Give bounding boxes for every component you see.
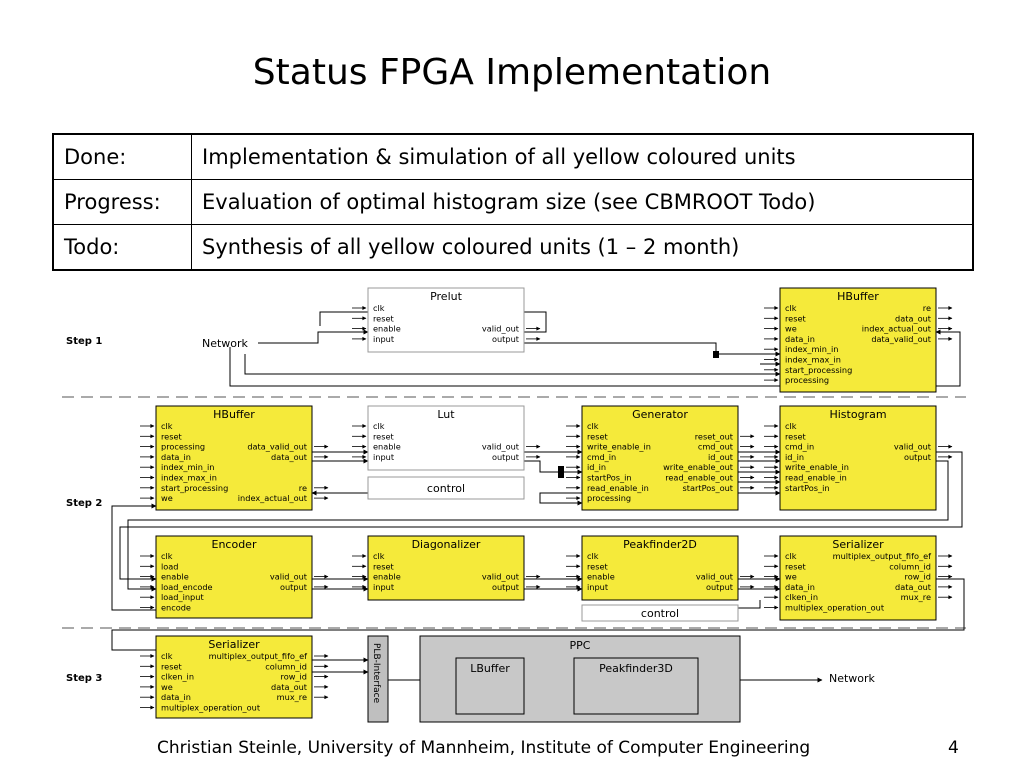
block-title: Histogram — [829, 408, 887, 421]
port-output: reset_out — [694, 431, 733, 442]
port-output: row_id — [904, 571, 931, 582]
port-output: valid_out — [269, 571, 307, 582]
port-input: reset — [587, 561, 608, 572]
port-output: valid_out — [481, 323, 519, 334]
port-input: we — [785, 323, 797, 334]
port-output: row_id — [280, 671, 307, 682]
port-input: load_encode — [161, 581, 213, 592]
status-row-done — [53, 134, 973, 180]
peakfinder3d-title: Peakfinder3D — [599, 662, 673, 675]
port-output: multiplex_output_fifo_ef — [832, 551, 931, 561]
port-input: reset — [785, 313, 806, 324]
port-output: re — [298, 482, 307, 493]
port-input: index_min_in — [785, 344, 839, 355]
port-input: clk — [161, 651, 173, 661]
port-output: output — [279, 581, 307, 592]
port-input: cmd_in — [785, 441, 815, 452]
control1-block — [368, 477, 524, 499]
status-table — [52, 133, 974, 271]
port-input: we — [161, 681, 173, 692]
serializer2-block — [140, 636, 328, 718]
footer — [0, 738, 1024, 764]
port-input: clk — [373, 551, 385, 561]
port-input: we — [785, 571, 797, 582]
port-input: id_in — [785, 451, 805, 462]
port-input: input — [373, 581, 395, 592]
port-output: valid_out — [481, 571, 519, 582]
port-output: data_out — [895, 581, 931, 592]
block-diagram — [0, 280, 1024, 730]
port-input: load — [161, 561, 179, 572]
port-input: data_in — [785, 333, 815, 344]
port-input: clk — [785, 421, 797, 431]
port-output: index_actual_out — [237, 493, 307, 504]
port-input: clk — [373, 421, 385, 431]
port-input: startPos_in — [587, 472, 632, 483]
status-row-todo — [53, 225, 973, 271]
step-label: Step 3 — [66, 673, 103, 684]
port-input: reset — [785, 561, 806, 572]
port-input: reset — [161, 661, 182, 672]
port-input: clk — [161, 551, 173, 561]
hbuffer2-block — [140, 406, 328, 510]
port-input: data_in — [785, 581, 815, 592]
port-input: processing — [587, 493, 632, 504]
port-input: reset — [373, 561, 394, 572]
block-title: control — [640, 607, 680, 620]
port-output: multiplex_output_fifo_ef — [208, 651, 307, 661]
port-input: clken_in — [785, 592, 819, 603]
port-output: mux_re — [276, 692, 307, 703]
block-title: Prelut — [430, 290, 462, 303]
network-label: Network — [829, 672, 875, 685]
plb-interface-label: PLB-Interface — [371, 643, 381, 704]
port-output: output — [491, 581, 519, 592]
ppc-title: PPC — [569, 639, 591, 652]
port-input: start_processing — [161, 482, 229, 493]
port-input: input — [373, 333, 395, 344]
encoder-block — [140, 536, 328, 618]
port-input: index_min_in — [161, 462, 215, 473]
port-input: enable — [161, 571, 189, 582]
port-output: valid_out — [481, 441, 519, 452]
block-title: Diagonalizer — [411, 538, 481, 551]
port-input: reset — [373, 431, 394, 442]
port-input: reset — [161, 431, 182, 442]
port-output: output — [903, 451, 931, 462]
port-input: we — [161, 493, 173, 504]
port-output: data_out — [271, 451, 307, 462]
status-text: Implementation & simulation of all yellow coloured units — [192, 134, 974, 180]
port-input: clk — [785, 303, 797, 313]
port-input: reset — [785, 431, 806, 442]
port-input: write_enable_in — [587, 441, 651, 452]
port-input: input — [587, 581, 609, 592]
status-text: Synthesis of all yellow coloured units (1 – 2 month) — [192, 225, 974, 271]
port-output: column_id — [889, 561, 931, 572]
port-input: reset — [373, 313, 394, 324]
status-label: Done: — [53, 134, 192, 180]
port-input: enable — [373, 571, 401, 582]
port-input: index_max_in — [785, 354, 841, 365]
port-input: encode — [161, 602, 191, 613]
port-input: load_input — [161, 592, 204, 603]
port-input: clk — [587, 551, 599, 561]
port-input: data_in — [161, 451, 191, 462]
peakfinder2d-block — [566, 536, 754, 600]
hbuffer1-block — [764, 288, 952, 392]
block-title: Generator — [632, 408, 688, 421]
block-title: Serializer — [832, 538, 884, 551]
control2-block — [582, 605, 738, 621]
block-title: Peakfinder2D — [623, 538, 697, 551]
lut-block — [352, 406, 540, 470]
port-input: cmd_in — [587, 451, 617, 462]
port-input: enable — [587, 571, 615, 582]
block-title: HBuffer — [213, 408, 255, 421]
block-title: HBuffer — [837, 290, 879, 303]
port-input: startPos_in — [785, 482, 830, 493]
block-title: Serializer — [208, 638, 260, 651]
port-output: output — [705, 581, 733, 592]
port-output: mux_re — [900, 592, 931, 603]
port-output: data_out — [271, 681, 307, 692]
status-label: Progress: — [53, 180, 192, 225]
status-text: Evaluation of optimal histogram size (see CBMROOT Todo) — [192, 180, 974, 225]
histogram-block — [764, 406, 952, 510]
port-input: processing — [785, 375, 830, 386]
network-label: Network — [202, 337, 248, 350]
step-label: Step 2 — [66, 498, 103, 509]
port-input: read_enable_in — [785, 472, 847, 483]
block-title: Encoder — [211, 538, 257, 551]
port-output: valid_out — [893, 441, 931, 452]
step-label: Step 1 — [66, 336, 103, 347]
port-input: id_in — [587, 462, 607, 473]
bus-junction — [558, 466, 564, 478]
block-title: control — [426, 482, 466, 495]
page-number: 4 — [948, 738, 959, 758]
port-input: index_max_in — [161, 472, 217, 483]
port-input: enable — [373, 323, 401, 334]
port-output: read_enable_out — [665, 472, 733, 483]
prelut-block — [352, 288, 540, 352]
port-output: column_id — [265, 661, 307, 672]
block-title: Lut — [437, 408, 455, 421]
port-input: reset — [587, 431, 608, 442]
port-output: write_enable_out — [663, 462, 733, 473]
port-output: output — [491, 333, 519, 344]
port-output: data_valid_out — [247, 441, 307, 452]
port-input: clken_in — [161, 671, 195, 682]
status-row-progress — [53, 180, 973, 225]
port-input: data_in — [161, 692, 191, 703]
port-input: clk — [161, 421, 173, 431]
port-output: re — [922, 303, 931, 313]
port-output: output — [491, 451, 519, 462]
port-input: input — [373, 451, 395, 462]
port-output: cmd_out — [697, 441, 733, 452]
port-input: processing — [161, 441, 206, 452]
port-output: startPos_out — [682, 482, 733, 493]
lbuffer-title: LBuffer — [470, 662, 510, 675]
port-input: read_enable_in — [587, 482, 649, 493]
port-input: clk — [373, 303, 385, 313]
diagonalizer-block — [352, 536, 540, 600]
port-input: clk — [785, 551, 797, 561]
status-label: Todo: — [53, 225, 192, 271]
port-output: index_actual_out — [861, 323, 931, 334]
footer-text: Christian Steinle, University of Mannheim, Institute of Computer Engineering — [157, 738, 811, 758]
port-input: multiplex_operation_out — [785, 602, 885, 613]
port-input: write_enable_in — [785, 462, 849, 473]
bus-junction — [713, 351, 719, 358]
port-output: data_out — [895, 313, 931, 324]
generator-block — [566, 406, 754, 510]
serializer1-block — [764, 536, 952, 620]
port-input: start_processing — [785, 364, 853, 375]
port-output: valid_out — [695, 571, 733, 582]
port-input: multiplex_operation_out — [161, 702, 261, 713]
page-title: Status FPGA Implementation — [252, 52, 772, 93]
port-input: clk — [587, 421, 599, 431]
port-output: id_out — [708, 451, 733, 462]
port-output: data_valid_out — [871, 333, 931, 344]
port-input: enable — [373, 441, 401, 452]
